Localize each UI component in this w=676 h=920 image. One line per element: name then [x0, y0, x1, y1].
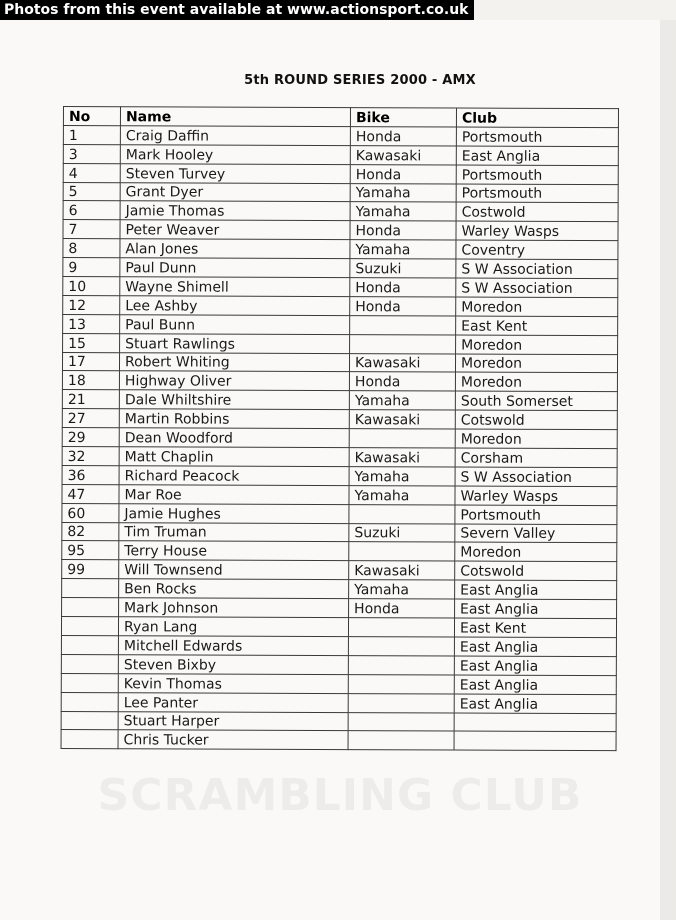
cell-no: 99 [62, 560, 119, 579]
table-row [61, 635, 616, 656]
cell-bike: Honda [350, 221, 456, 240]
table-row [63, 277, 618, 298]
cell-club: Cotswold [455, 561, 617, 581]
cell-club: East Anglia [456, 146, 618, 166]
cell-bike [350, 315, 456, 334]
table-row [62, 465, 617, 486]
cell-club: East Anglia [454, 694, 616, 714]
cell-bike: Honda [350, 126, 456, 145]
table-row [63, 144, 618, 165]
cell-club: S W Association [455, 467, 617, 487]
cell-no: 4 [63, 163, 120, 182]
cell-name: Wayne Shimell [120, 277, 350, 297]
cell-name: Richard Peacock [119, 466, 349, 486]
cell-bike: Honda [350, 297, 456, 316]
cell-no: 27 [62, 409, 119, 428]
cell-bike: Honda [350, 278, 456, 297]
cell-club: Portsmouth [455, 505, 617, 525]
table-row [63, 182, 618, 203]
cell-no: 15 [63, 333, 120, 352]
cell-no: 6 [63, 201, 120, 220]
table-row [63, 201, 618, 222]
cell-name: Mark Johnson [119, 598, 349, 618]
column-header-club: Club [456, 108, 618, 128]
cell-name: Matt Chaplin [119, 447, 349, 467]
table-row [62, 371, 617, 392]
cell-no: 21 [62, 390, 119, 409]
cell-bike [348, 655, 454, 674]
cell-bike [348, 637, 454, 656]
cell-no [61, 673, 118, 692]
table-row [62, 560, 617, 581]
cell-club: Cotswold [455, 410, 617, 430]
cell-bike: Kawasaki [349, 353, 455, 372]
cell-bike: Kawasaki [350, 145, 456, 164]
cell-no: 47 [62, 484, 119, 503]
table-row [61, 617, 616, 638]
cell-club: Severn Valley [455, 524, 617, 544]
cell-bike [349, 542, 455, 561]
cell-name: Peter Weaver [120, 220, 350, 240]
table-row [61, 730, 616, 751]
table-header-row [63, 107, 618, 128]
cell-name: Steven Bixby [118, 655, 348, 675]
cell-name: Ryan Lang [118, 617, 348, 637]
cell-name: Chris Tucker [118, 730, 348, 750]
cell-no: 1 [63, 125, 120, 144]
cell-no: 29 [62, 428, 119, 447]
cell-bike: Honda [349, 372, 455, 391]
cell-name: Will Townsend [119, 560, 349, 580]
cell-bike: Suzuki [350, 259, 456, 278]
cell-name: Kevin Thomas [118, 673, 348, 693]
cell-no: 5 [63, 182, 120, 201]
cell-no: 9 [63, 258, 120, 277]
cell-name: Stuart Rawlings [120, 333, 350, 353]
cell-bike: Kawasaki [349, 410, 455, 429]
cell-club: South Somerset [455, 391, 617, 411]
cell-name: Grant Dyer [120, 182, 350, 202]
cell-name: Lee Panter [118, 692, 348, 712]
cell-no [61, 711, 118, 730]
cell-name: Alan Jones [120, 239, 350, 259]
cell-club: S W Association [456, 278, 618, 298]
cell-name: Lee Ashby [120, 296, 350, 316]
cell-bike [349, 429, 455, 448]
document-title: 5th ROUND SERIES 2000 - AMX [244, 73, 476, 88]
table-body [61, 125, 618, 751]
cell-no [61, 617, 118, 636]
cell-no: 13 [63, 314, 120, 333]
cell-club: East Kent [454, 618, 616, 638]
faded-watermark-text: SCRAMBLING CLUB [97, 770, 583, 821]
cell-name: Jamie Hughes [119, 503, 349, 523]
cell-club: Moredon [456, 297, 618, 317]
cell-no: 95 [62, 541, 119, 560]
cell-no [62, 579, 119, 598]
cell-name: Ben Rocks [119, 579, 349, 599]
cell-no [61, 635, 118, 654]
cell-bike: Kawasaki [349, 448, 455, 467]
table-row [61, 654, 616, 675]
cell-club: Corsham [455, 448, 617, 468]
cell-bike: Yamaha [350, 202, 456, 221]
entry-list-table [61, 106, 619, 751]
cell-bike: Yamaha [349, 485, 455, 504]
cell-name: Highway Oliver [119, 371, 349, 391]
cell-club: Moredon [455, 372, 617, 392]
cell-bike [349, 504, 455, 523]
cell-bike [348, 712, 454, 731]
cell-club: East Kent [456, 316, 618, 336]
table-row [62, 390, 617, 411]
cell-club: Coventry [456, 240, 618, 260]
cell-bike: Honda [350, 164, 456, 183]
cell-name: Mar Roe [119, 485, 349, 505]
cell-name: Paul Dunn [120, 258, 350, 278]
cell-bike [348, 674, 454, 693]
cell-no [61, 654, 118, 673]
cell-bike [348, 693, 454, 712]
table-row [62, 579, 617, 600]
cell-bike: Suzuki [349, 523, 455, 542]
cell-club: Warley Wasps [455, 486, 617, 506]
cell-club: Portsmouth [456, 165, 618, 185]
cell-no: 60 [62, 503, 119, 522]
cell-club: East Anglia [454, 656, 616, 676]
cell-club: S W Association [456, 259, 618, 279]
table-row [62, 428, 617, 449]
cell-club: Costwold [456, 202, 618, 222]
table-row [63, 220, 618, 241]
cell-no: 18 [62, 371, 119, 390]
table-row [62, 409, 617, 430]
cell-no: 32 [62, 447, 119, 466]
cell-bike [348, 618, 454, 637]
cell-bike: Yamaha [349, 391, 455, 410]
cell-name: Dale Whiltshire [119, 390, 349, 410]
cell-club: Warley Wasps [456, 221, 618, 241]
cell-bike: Yamaha [350, 183, 456, 202]
table-row [62, 503, 617, 524]
cell-name: Steven Turvey [120, 163, 350, 183]
cell-club [454, 731, 616, 751]
table-row [63, 125, 618, 146]
table-row [61, 673, 616, 694]
cell-club: East Anglia [454, 637, 616, 657]
table-row [62, 541, 617, 562]
cell-name: Mark Hooley [120, 145, 350, 165]
cell-club: Portsmouth [456, 127, 618, 147]
cell-name: Paul Bunn [120, 315, 350, 335]
table-row [63, 258, 618, 279]
cell-name: Jamie Thomas [120, 201, 350, 221]
cell-no: 7 [63, 220, 120, 239]
table-row [63, 333, 618, 354]
cell-no: 82 [62, 522, 119, 541]
table-row [62, 447, 617, 468]
cell-name: Robert Whiting [119, 352, 349, 372]
cell-club: Moredon [455, 542, 617, 562]
table-row [61, 711, 616, 732]
table-row [62, 484, 617, 505]
column-header-no: No [63, 107, 120, 126]
cell-no: 17 [62, 352, 119, 371]
cell-club: East Anglia [455, 580, 617, 600]
cell-club: Moredon [455, 354, 617, 374]
page-edge [660, 20, 676, 920]
cell-no: 3 [63, 144, 120, 163]
cell-no: 12 [63, 295, 120, 314]
table-row [63, 314, 618, 335]
cell-no: 10 [63, 277, 120, 296]
cell-bike: Kawasaki [349, 561, 455, 580]
cell-no [62, 598, 119, 617]
cell-name: Craig Daffin [120, 126, 350, 146]
table-row [62, 522, 617, 543]
cell-name: Mitchell Edwards [118, 636, 348, 656]
cell-no [61, 730, 118, 749]
cell-name: Martin Robbins [119, 409, 349, 429]
cell-name: Tim Truman [119, 522, 349, 542]
cell-club: East Anglia [454, 675, 616, 695]
cell-bike: Yamaha [349, 467, 455, 486]
cell-no [61, 692, 118, 711]
cell-club [454, 713, 616, 733]
cell-bike: Yamaha [349, 580, 455, 599]
cell-name: Dean Woodford [119, 428, 349, 448]
table-row [62, 598, 617, 619]
table-row [63, 239, 618, 260]
cell-club: Moredon [455, 429, 617, 449]
cell-name: Stuart Harper [118, 711, 348, 731]
cell-name: Terry House [119, 541, 349, 561]
column-header-name: Name [120, 107, 350, 127]
table-row [61, 692, 616, 713]
source-banner: Photos from this event available at www.actionsport.co.uk [0, 0, 474, 20]
cell-no: 8 [63, 239, 120, 258]
table-row [63, 295, 618, 316]
table-row [62, 352, 617, 373]
cell-bike [350, 334, 456, 353]
table-row [63, 163, 618, 184]
column-header-bike: Bike [350, 108, 456, 127]
cell-club: East Anglia [455, 599, 617, 619]
cell-club: Moredon [456, 335, 618, 355]
cell-club: Portsmouth [456, 184, 618, 204]
cell-bike [348, 731, 454, 750]
cell-bike: Yamaha [350, 240, 456, 259]
cell-bike: Honda [349, 599, 455, 618]
cell-no: 36 [62, 465, 119, 484]
